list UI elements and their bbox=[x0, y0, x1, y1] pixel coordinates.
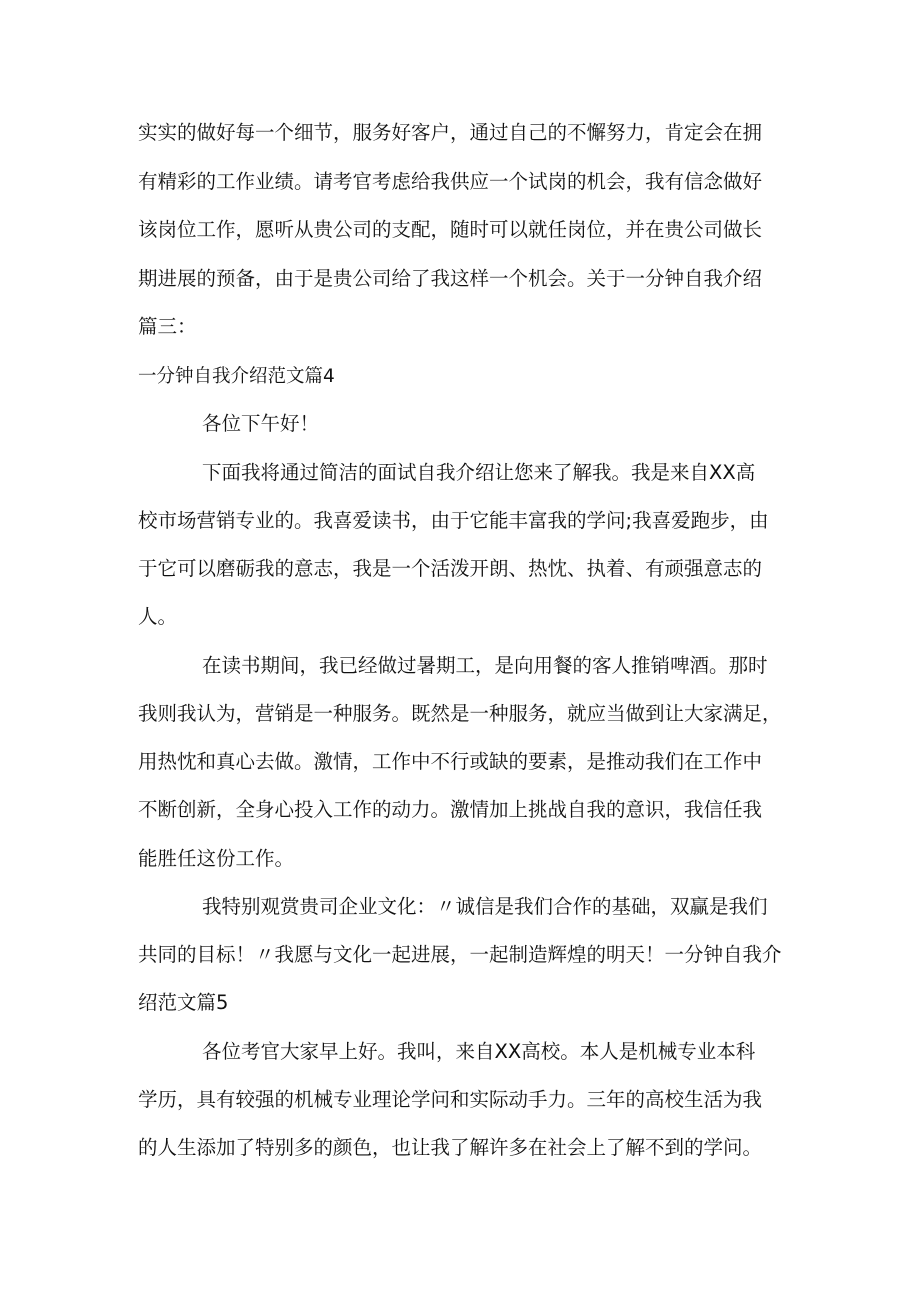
paragraph-line: 于它可以磨砺我的意志，我是一个活泼开朗、热忱、执着、有顽强意志的 bbox=[138, 557, 763, 580]
paragraph-line: 实实的做好每一个细节，服务好客户，通过自己的不懈努力，肯定会在拥 bbox=[138, 121, 763, 144]
paragraph-line: 绍范文篇5 bbox=[138, 991, 229, 1014]
greeting: 各位下午好！ bbox=[202, 412, 320, 435]
section-heading: 一分钟自我介绍范文篇4 bbox=[138, 366, 335, 387]
paragraph-line: 在读书期间，我已经做过暑期工，是向用餐的客人推销啤酒。那时 bbox=[202, 654, 768, 677]
paragraph-line: 的人生添加了特别多的颜色，也让我了解许多在社会上了解不到的学问。 bbox=[138, 1136, 763, 1159]
paragraph-line: 能胜任这份工作。 bbox=[138, 847, 295, 870]
paragraph-line: 篇三： bbox=[138, 315, 197, 338]
paragraph-line: 校市场营销专业的。我喜爱读书，由于它能丰富我的学问;我喜爱跑步，由 bbox=[138, 509, 769, 532]
paragraph-line: 期进展的预备，由于是贵公司给了我这样一个机会。关于一分钟自我介绍 bbox=[138, 267, 763, 290]
paragraph-line: 学历，具有较强的机械专业理论学问和实际动手力。三年的高校生活为我 bbox=[138, 1088, 763, 1111]
paragraph-line: 有精彩的工作业绩。请考官考虑给我供应一个试岗的机会，我有信念做好 bbox=[138, 170, 763, 193]
paragraph-line: 用热忱和真心去做。激情，工作中不行或缺的要素，是推动我们在工作中 bbox=[138, 750, 763, 773]
paragraph-line: 我则我认为，营销是一种服务。既然是一种服务，就应当做到让大家满足， bbox=[138, 702, 782, 725]
paragraph-line: 人。 bbox=[138, 605, 178, 628]
paragraph-line: 各位考官大家早上好。我叫，来自XX高校。本人是机械专业本科 bbox=[202, 1040, 756, 1063]
paragraph-line: 该岗位工作，愿听从贵公司的支配，随时可以就任岗位，并在贵公司做长 bbox=[138, 218, 763, 241]
paragraph-line: 共同的目标！〃我愿与文化一起进展，一起制造辉煌的明天！一分钟自我介 bbox=[138, 943, 782, 966]
paragraph-line: 我特别观赏贵司企业文化：〃诚信是我们合作的基础，双赢是我们 bbox=[202, 895, 768, 918]
paragraph-line: 下面我将通过简洁的面试自我介绍让您来了解我。我是来自XX高 bbox=[202, 461, 756, 484]
paragraph-line: 不断创新，全身心投入工作的动力。激情加上挑战自我的意识，我信任我 bbox=[138, 798, 763, 821]
